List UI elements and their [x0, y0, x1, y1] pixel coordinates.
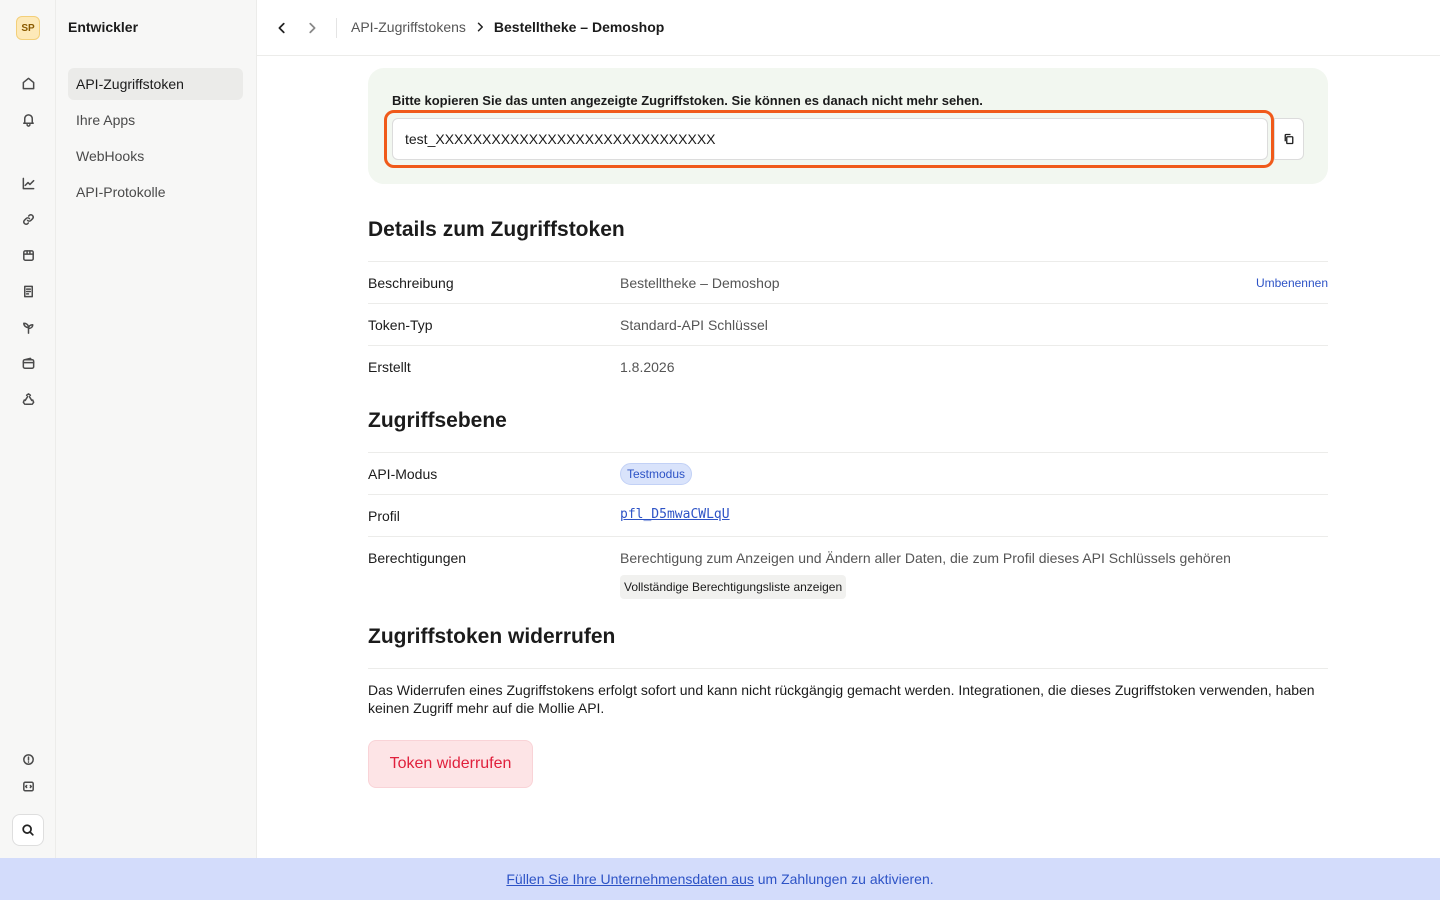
row-value: Standard-API Schlüssel [620, 317, 768, 333]
row-value: Berechtigung zum Anzeigen und Ändern aller Daten, die zum Profil dieses API Schlüssels gehören [620, 550, 1231, 566]
token-field[interactable] [392, 118, 1268, 160]
access-row-profile [368, 494, 1328, 536]
row-label: Profil [368, 508, 400, 524]
row-value: Bestelltheke – Demoshop [620, 275, 780, 291]
chevron-left-icon [275, 21, 289, 35]
banner-text: um Zahlungen zu aktivieren. [753, 871, 934, 887]
row-label: Token-Typ [368, 317, 433, 333]
row-label: Beschreibung [368, 275, 454, 291]
sidebar-item-apps[interactable]: Ihre Apps [76, 112, 136, 128]
access-row-permissions [368, 536, 1328, 606]
detail-row-token-type [368, 303, 1328, 345]
chart-icon[interactable] [16, 171, 40, 195]
sidebar-item-webhooks[interactable]: WebHooks [76, 148, 145, 164]
details-heading: Details zum Zugriffstoken [368, 218, 625, 241]
icon-rail [0, 0, 56, 858]
link-icon[interactable] [16, 207, 40, 231]
breadcrumb-parent[interactable]: API-Zugriffstokens [351, 19, 466, 35]
receipt-icon[interactable] [16, 279, 40, 303]
recycle-icon[interactable] [16, 387, 40, 411]
forward-button[interactable] [300, 16, 324, 40]
search-icon [21, 823, 35, 837]
sprout-icon[interactable] [16, 315, 40, 339]
account-avatar[interactable]: SP [16, 16, 40, 40]
row-label: Erstellt [368, 359, 411, 375]
back-button[interactable] [270, 16, 294, 40]
show-permissions-button[interactable]: Vollständige Berechtigungsliste anzeigen [620, 575, 846, 599]
copy-button[interactable] [1274, 118, 1304, 160]
company-details-link[interactable]: Füllen Sie Ihre Unternehmensdaten aus [506, 871, 754, 887]
store-icon[interactable] [16, 243, 40, 267]
row-value: 1.8.2026 [620, 359, 675, 375]
help-icon[interactable] [16, 747, 40, 771]
search-button[interactable] [12, 814, 44, 846]
sidebar-item-api-logs[interactable]: API-Protokolle [76, 184, 166, 200]
access-row-mode [368, 452, 1328, 494]
home-icon[interactable] [16, 71, 40, 95]
copy-icon [1283, 133, 1295, 145]
revoke-description: Das Widerrufen eines Zugriffstokens erfolgt sofort und kann nicht rückgängig gemacht werden. Integrationen, die dieses Zugriffstoken verwenden, haben keinen Zugriff mehr auf die Mollie API. [368, 682, 1315, 716]
row-label: Berechtigungen [368, 550, 467, 566]
status-badge: Testmodus [620, 463, 692, 485]
revoke-token-button[interactable]: Token widerrufen [368, 740, 533, 788]
token-note: Bitte kopieren Sie das unten angezeigte Zugriffstoken. Sie können es danach nicht mehr sehen. [392, 93, 983, 108]
divider [368, 668, 1328, 669]
detail-row-description [368, 261, 1328, 303]
row-label: API-Modus [368, 466, 438, 482]
bell-icon[interactable] [16, 107, 40, 131]
activation-banner [0, 858, 1440, 900]
chevron-right-icon [305, 21, 319, 35]
top-bar [257, 0, 1440, 56]
profile-link[interactable]: pfl_D5mwaCWLqU [620, 507, 730, 522]
sidebar-title: Entwickler [68, 19, 139, 35]
chevron-right-icon [474, 21, 486, 33]
token-card [368, 68, 1328, 184]
wallet-icon[interactable] [16, 351, 40, 375]
revoke-heading: Zugriffstoken widerrufen [368, 625, 616, 648]
detail-row-created [368, 345, 1328, 387]
developer-icon[interactable] [16, 774, 40, 798]
breadcrumb [351, 19, 664, 35]
rename-link[interactable]: Umbenennen [1255, 276, 1328, 290]
sidebar [56, 0, 257, 858]
divider [336, 18, 337, 38]
breadcrumb-current: Bestelltheke – Demoshop [493, 19, 665, 35]
access-heading: Zugriffsebene [368, 409, 507, 432]
sidebar-item-api-tokens[interactable]: API-Zugriffstoken [68, 68, 243, 100]
